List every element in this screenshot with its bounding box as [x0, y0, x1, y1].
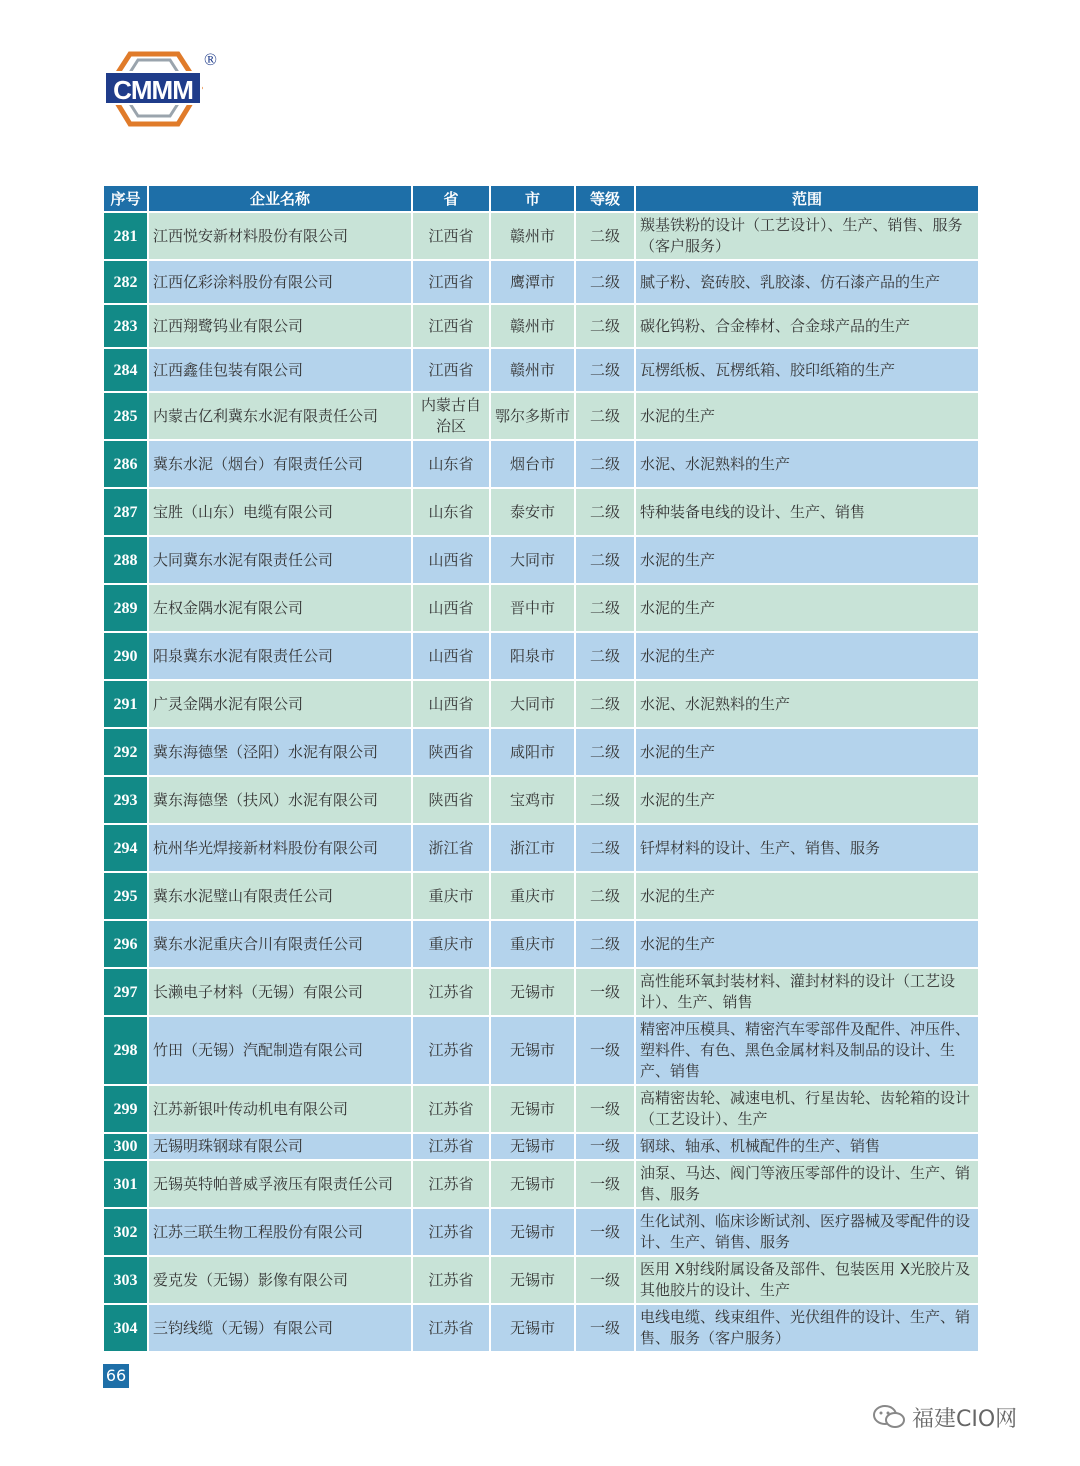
company-name-cell: 无锡英特帕普威孚液压有限责任公司	[149, 1161, 411, 1207]
table-row	[104, 261, 978, 303]
table-row	[104, 1086, 978, 1132]
province-cell: 陕西省	[413, 777, 489, 823]
company-name-cell: 大同冀东水泥有限责任公司	[149, 537, 411, 583]
level-cell: 二级	[576, 921, 634, 967]
row-number-cell: 283	[104, 305, 147, 347]
level-cell: 二级	[576, 349, 634, 391]
scope-cell: 水泥的生产	[636, 537, 978, 583]
level-cell: 二级	[576, 489, 634, 535]
table-row	[104, 633, 978, 679]
page-number: 66	[103, 1364, 129, 1388]
level-cell: 二级	[576, 729, 634, 775]
level-cell: 二级	[576, 585, 634, 631]
province-cell: 江苏省	[413, 1017, 489, 1084]
city-cell: 无锡市	[491, 969, 574, 1015]
province-cell: 重庆市	[413, 921, 489, 967]
watermark-text: 福建CIO网	[912, 1407, 1018, 1432]
scope-cell: 水泥的生产	[636, 921, 978, 967]
level-cell: 一级	[576, 1086, 634, 1132]
logo-text: CMMM	[104, 71, 202, 105]
province-cell: 内蒙古自治区	[413, 393, 489, 439]
header-no: 序号	[104, 186, 147, 211]
company-name-cell: 左权金隅水泥有限公司	[149, 585, 411, 631]
level-cell: 二级	[576, 873, 634, 919]
company-name-cell: 冀东水泥璧山有限责任公司	[149, 873, 411, 919]
row-number-cell: 301	[104, 1161, 147, 1207]
table-row	[104, 969, 978, 1015]
province-cell: 陕西省	[413, 729, 489, 775]
city-cell: 阳泉市	[491, 633, 574, 679]
scope-cell: 油泵、马达、阀门等液压零部件的设计、生产、销售、服务	[636, 1161, 978, 1207]
table-row	[104, 921, 978, 967]
row-number-cell: 295	[104, 873, 147, 919]
province-cell: 重庆市	[413, 873, 489, 919]
company-name-cell: 宝胜（山东）电缆有限公司	[149, 489, 411, 535]
company-name-cell: 广灵金隅水泥有限公司	[149, 681, 411, 727]
header-province: 省	[413, 186, 489, 211]
province-cell: 江苏省	[413, 1086, 489, 1132]
company-name-cell: 江西翔鹭钨业有限公司	[149, 305, 411, 347]
city-cell: 无锡市	[491, 1134, 574, 1159]
city-cell: 烟台市	[491, 441, 574, 487]
city-cell: 大同市	[491, 681, 574, 727]
level-cell: 二级	[576, 825, 634, 871]
table-row	[104, 1305, 978, 1351]
city-cell: 无锡市	[491, 1161, 574, 1207]
province-cell: 山东省	[413, 441, 489, 487]
table-row	[104, 305, 978, 347]
level-cell: 一级	[576, 1134, 634, 1159]
scope-cell: 水泥的生产	[636, 633, 978, 679]
company-name-cell: 冀东海德堡（扶风）水泥有限公司	[149, 777, 411, 823]
table-header-row	[104, 186, 978, 211]
province-cell: 江苏省	[413, 1257, 489, 1303]
level-cell: 一级	[576, 1305, 634, 1351]
province-cell: 江西省	[413, 213, 489, 259]
level-cell: 一级	[576, 1161, 634, 1207]
company-name-cell: 江西鑫佳包装有限公司	[149, 349, 411, 391]
company-name-cell: 长濑电子材料（无锡）有限公司	[149, 969, 411, 1015]
company-name-cell: 冀东海德堡（泾阳）水泥有限公司	[149, 729, 411, 775]
level-cell: 一级	[576, 1257, 634, 1303]
city-cell: 浙江市	[491, 825, 574, 871]
scope-cell: 碳化钨粉、合金棒材、合金球产品的生产	[636, 305, 978, 347]
scope-cell: 瓦楞纸板、瓦楞纸箱、胶印纸箱的生产	[636, 349, 978, 391]
province-cell: 江西省	[413, 349, 489, 391]
province-cell: 江苏省	[413, 1209, 489, 1255]
city-cell: 泰安市	[491, 489, 574, 535]
scope-cell: 水泥的生产	[636, 393, 978, 439]
scope-cell: 水泥、水泥熟料的生产	[636, 441, 978, 487]
row-number-cell: 294	[104, 825, 147, 871]
province-cell: 江苏省	[413, 1134, 489, 1159]
watermark	[872, 1402, 1017, 1436]
company-name-cell: 爱克发（无锡）影像有限公司	[149, 1257, 411, 1303]
company-name-cell: 江苏新银叶传动机电有限公司	[149, 1086, 411, 1132]
table-row	[104, 1161, 978, 1207]
province-cell: 江苏省	[413, 1161, 489, 1207]
province-cell: 江苏省	[413, 1305, 489, 1351]
scope-cell: 生化试剂、临床诊断试剂、医疗器械及零配件的设计、生产、销售、服务	[636, 1209, 978, 1255]
row-number-cell: 299	[104, 1086, 147, 1132]
company-name-cell: 江西悦安新材料股份有限公司	[149, 213, 411, 259]
scope-cell: 医用 X射线附属设备及部件、包装医用 X光胶片及其他胶片的设计、生产	[636, 1257, 978, 1303]
province-cell: 山西省	[413, 681, 489, 727]
row-number-cell: 292	[104, 729, 147, 775]
table-row	[104, 349, 978, 391]
company-name-cell: 江苏三联生物工程股份有限公司	[149, 1209, 411, 1255]
table-row	[104, 489, 978, 535]
city-cell: 宝鸡市	[491, 777, 574, 823]
header-level: 等级	[576, 186, 634, 211]
row-number-cell: 281	[104, 213, 147, 259]
row-number-cell: 300	[104, 1134, 147, 1159]
table-row	[104, 1017, 978, 1084]
table-row	[104, 537, 978, 583]
row-number-cell: 297	[104, 969, 147, 1015]
table-row	[104, 1257, 978, 1303]
scope-cell: 水泥的生产	[636, 729, 978, 775]
province-cell: 江苏省	[413, 969, 489, 1015]
row-number-cell: 291	[104, 681, 147, 727]
scope-cell: 精密冲压模具、精密汽车零部件及配件、冲压件、塑料件、有色、黑色金属材料及制品的设计、生产、销售	[636, 1017, 978, 1084]
city-cell: 咸阳市	[491, 729, 574, 775]
row-number-cell: 296	[104, 921, 147, 967]
scope-cell: 水泥的生产	[636, 777, 978, 823]
row-number-cell: 284	[104, 349, 147, 391]
header-city: 市	[491, 186, 574, 211]
company-name-cell: 无锡明珠钢球有限公司	[149, 1134, 411, 1159]
level-cell: 二级	[576, 261, 634, 303]
table-row	[104, 681, 978, 727]
city-cell: 鹰潭市	[491, 261, 574, 303]
province-cell: 江西省	[413, 261, 489, 303]
row-number-cell: 303	[104, 1257, 147, 1303]
city-cell: 晋中市	[491, 585, 574, 631]
level-cell: 二级	[576, 441, 634, 487]
province-cell: 山西省	[413, 537, 489, 583]
level-cell: 二级	[576, 213, 634, 259]
registered-mark: ®	[204, 50, 217, 69]
table-row	[104, 729, 978, 775]
table-row	[104, 1134, 978, 1159]
table-row	[104, 777, 978, 823]
table-row	[104, 825, 978, 871]
table-row	[104, 393, 978, 439]
company-name-cell: 竹田（无锡）汽配制造有限公司	[149, 1017, 411, 1084]
city-cell: 大同市	[491, 537, 574, 583]
scope-cell: 腻子粉、瓷砖胶、乳胶漆、仿石漆产品的生产	[636, 261, 978, 303]
table-row	[104, 213, 978, 259]
company-name-cell: 阳泉冀东水泥有限责任公司	[149, 633, 411, 679]
certified-companies-table	[102, 184, 980, 1353]
province-cell: 山东省	[413, 489, 489, 535]
scope-cell: 羰基铁粉的设计（工艺设计）、生产、销售、服务（客户服务）	[636, 213, 978, 259]
scope-cell: 水泥的生产	[636, 873, 978, 919]
city-cell: 重庆市	[491, 921, 574, 967]
row-number-cell: 302	[104, 1209, 147, 1255]
city-cell: 无锡市	[491, 1305, 574, 1351]
province-cell: 山西省	[413, 633, 489, 679]
table-row	[104, 873, 978, 919]
province-cell: 山西省	[413, 585, 489, 631]
city-cell: 赣州市	[491, 305, 574, 347]
table-row	[104, 441, 978, 487]
company-name-cell: 三钧线缆（无锡）有限公司	[149, 1305, 411, 1351]
city-cell: 赣州市	[491, 349, 574, 391]
row-number-cell: 290	[104, 633, 147, 679]
row-number-cell: 286	[104, 441, 147, 487]
scope-cell: 水泥、水泥熟料的生产	[636, 681, 978, 727]
company-name-cell: 杭州华光焊接新材料股份有限公司	[149, 825, 411, 871]
level-cell: 一级	[576, 1017, 634, 1084]
scope-cell: 钢球、轴承、机械配件的生产、销售	[636, 1134, 978, 1159]
row-number-cell: 288	[104, 537, 147, 583]
level-cell: 一级	[576, 1209, 634, 1255]
row-number-cell: 293	[104, 777, 147, 823]
city-cell: 鄂尔多斯市	[491, 393, 574, 439]
table-row	[104, 1209, 978, 1255]
wechat-icon	[872, 1404, 906, 1436]
company-name-cell: 冀东水泥重庆合川有限责任公司	[149, 921, 411, 967]
level-cell: 二级	[576, 633, 634, 679]
province-cell: 浙江省	[413, 825, 489, 871]
row-number-cell: 282	[104, 261, 147, 303]
row-number-cell: 298	[104, 1017, 147, 1084]
row-number-cell: 285	[104, 393, 147, 439]
city-cell: 重庆市	[491, 873, 574, 919]
scope-cell: 水泥的生产	[636, 585, 978, 631]
level-cell: 一级	[576, 969, 634, 1015]
city-cell: 无锡市	[491, 1086, 574, 1132]
header-scope: 范围	[636, 186, 978, 211]
header-company: 企业名称	[149, 186, 411, 211]
cmmm-logo	[104, 50, 216, 128]
city-cell: 赣州市	[491, 213, 574, 259]
level-cell: 二级	[576, 777, 634, 823]
table-row	[104, 585, 978, 631]
scope-cell: 高精密齿轮、减速电机、行星齿轮、齿轮箱的设计（工艺设计）、生产	[636, 1086, 978, 1132]
level-cell: 二级	[576, 305, 634, 347]
level-cell: 二级	[576, 537, 634, 583]
row-number-cell: 304	[104, 1305, 147, 1351]
scope-cell: 电线电缆、线束组件、光伏组件的设计、生产、销售、服务（客户服务）	[636, 1305, 978, 1351]
city-cell: 无锡市	[491, 1209, 574, 1255]
level-cell: 二级	[576, 393, 634, 439]
company-name-cell: 冀东水泥（烟台）有限责任公司	[149, 441, 411, 487]
company-name-cell: 内蒙古亿利冀东水泥有限责任公司	[149, 393, 411, 439]
company-name-cell: 江西亿彩涂料股份有限公司	[149, 261, 411, 303]
row-number-cell: 289	[104, 585, 147, 631]
scope-cell: 高性能环氧封装材料、灌封材料的设计（工艺设计）、生产、销售	[636, 969, 978, 1015]
city-cell: 无锡市	[491, 1017, 574, 1084]
scope-cell: 特种装备电线的设计、生产、销售	[636, 489, 978, 535]
province-cell: 江西省	[413, 305, 489, 347]
scope-cell: 钎焊材料的设计、生产、销售、服务	[636, 825, 978, 871]
row-number-cell: 287	[104, 489, 147, 535]
level-cell: 二级	[576, 681, 634, 727]
city-cell: 无锡市	[491, 1257, 574, 1303]
